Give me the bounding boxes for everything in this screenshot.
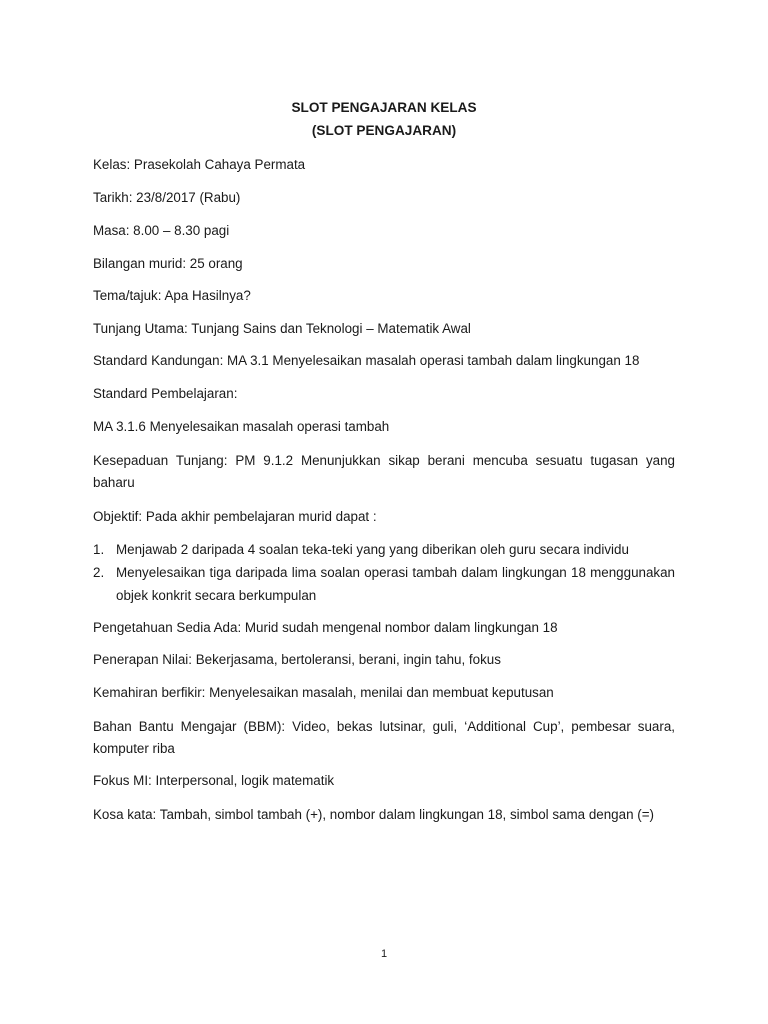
objective-number: 1. xyxy=(93,542,105,557)
objective-text: Menyelesaikan tiga daripada lima soalan operasi tambah dalam lingkungan 18 menggunakan objek konkrit secara berkumpulan xyxy=(116,565,675,603)
tema-line: Tema/tajuk: Apa Hasilnya? xyxy=(93,288,251,303)
masa-line: Masa: 8.00 – 8.30 pagi xyxy=(93,223,230,238)
page-number: 1 xyxy=(380,948,388,960)
standard-kandungan-line: Standard Kandungan: MA 3.1 Menyelesaikan masalah operasi tambah dalam lingkungan 18 xyxy=(93,353,640,368)
kemahiran-line: Kemahiran berfikir: Menyelesaikan masalah, menilai dan membuat keputusan xyxy=(93,685,554,700)
objektif-line: Objektif: Pada akhir pembelajaran murid dapat : xyxy=(93,509,377,524)
pengetahuan-line: Pengetahuan Sedia Ada: Murid sudah mengenal nombor dalam lingkungan 18 xyxy=(93,620,558,635)
objective-item xyxy=(93,538,675,561)
objective-text: Menjawab 2 daripada 4 soalan teka-teki yang yang diberikan oleh guru secara individu xyxy=(116,542,629,557)
standard-pembelajaran-line: Standard Pembelajaran: xyxy=(93,386,238,401)
document-title: SLOT PENGAJARAN KELAS xyxy=(291,100,477,115)
nilai-line: Penerapan Nilai: Bekerjasama, bertoleransi, berani, ingin tahu, fokus xyxy=(93,652,501,667)
objective-number: 2. xyxy=(93,565,105,580)
bbm-paragraph: Bahan Bantu Mengajar (BBM): Video, bekas lutsinar, guli, ‘Additional Cup’, pembesar suara, komputer riba xyxy=(93,719,675,756)
kelas-line: Kelas: Prasekolah Cahaya Permata xyxy=(93,157,306,172)
document-subtitle: (SLOT PENGAJARAN) xyxy=(311,123,457,138)
kesepaduan-paragraph: Kesepaduan Tunjang: PM 9.1.2 Menunjukkan sikap berani mencuba sesuatu tugasan yang baharu xyxy=(93,453,675,490)
fokus-mi-line: Fokus MI: Interpersonal, logik matematik xyxy=(93,773,335,788)
ma-line: MA 3.1.6 Menyelesaikan masalah operasi tambah xyxy=(93,419,390,434)
objective-item xyxy=(93,561,675,607)
kosa-kata-paragraph: Kosa kata: Tambah, simbol tambah (+), nombor dalam lingkungan 18, simbol sama dengan (=) xyxy=(93,807,654,822)
bilangan-murid-line: Bilangan murid: 25 orang xyxy=(93,256,243,271)
tarikh-line: Tarikh: 23/8/2017 (Rabu) xyxy=(93,190,241,205)
tunjang-utama-line: Tunjang Utama: Tunjang Sains dan Teknologi – Matematik Awal xyxy=(93,321,471,336)
